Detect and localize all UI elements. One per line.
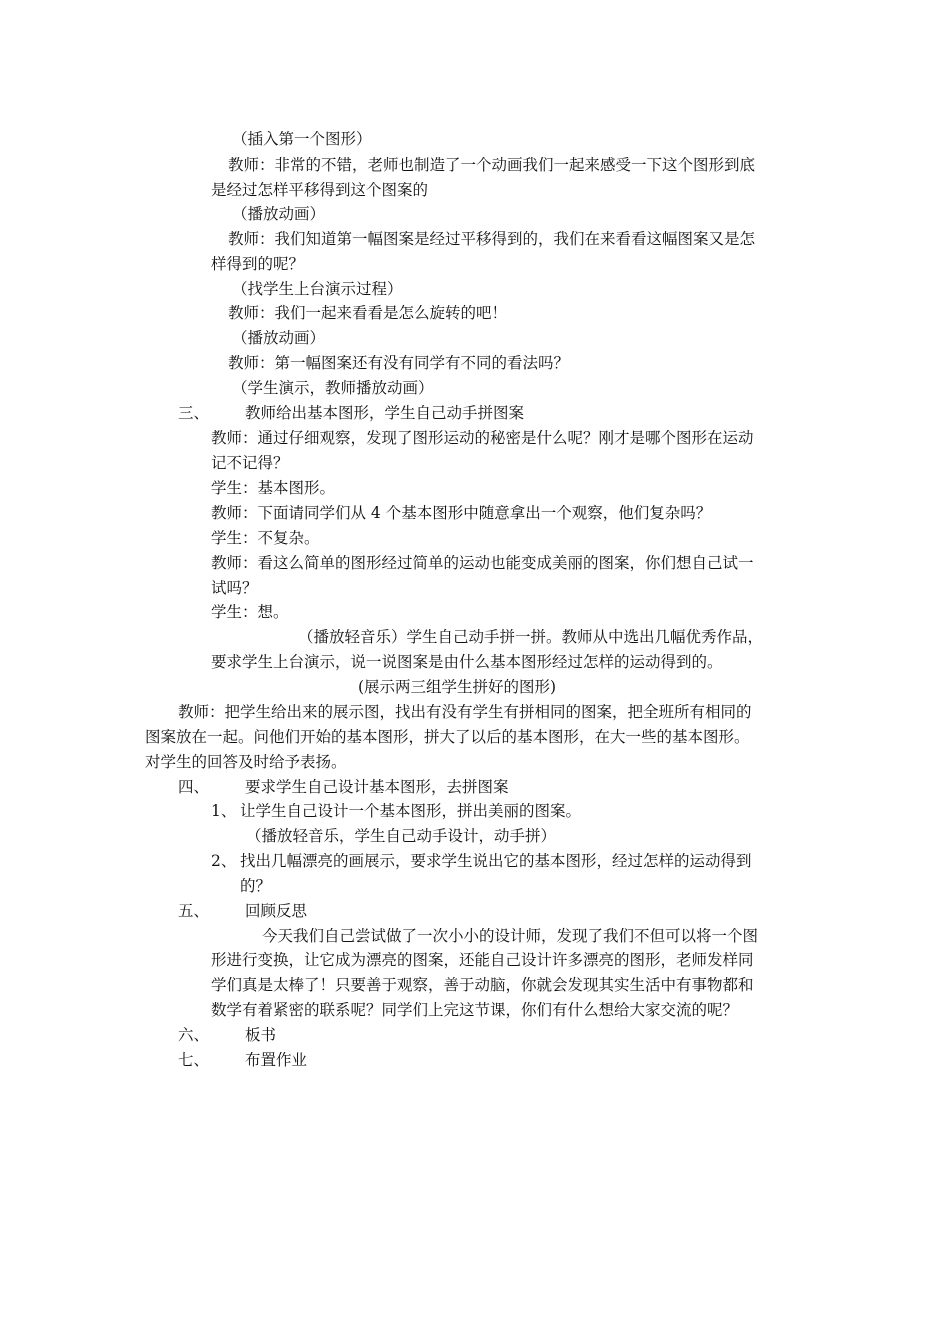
section-number: 三、	[178, 404, 210, 422]
text-line: 教师：我们知道第一幅图案是经过平移得到的，我们在来看看这幅图案又是怎	[228, 230, 756, 248]
text-line: 对学生的回答及时给予表扬。	[145, 753, 347, 771]
text-line: （播放轻音乐，学生自己动手设计，动手拼）	[246, 827, 557, 845]
text-line: 图案放在一起。问他们开始的基本图形，拼大了以后的基本图形，在大一些的基本图形。	[145, 728, 750, 746]
list-number: 1、	[211, 802, 237, 820]
text-line: 学生：基本图形。	[211, 479, 336, 497]
text-line: （找学生上台演示过程）	[232, 280, 403, 298]
text-line: 教师：把学生给出来的展示图，找出有没有学生有拼相同的图案，把全班所有相同的	[178, 703, 752, 721]
list-number: 2、	[211, 852, 237, 870]
text-line: 是经过怎样平移得到这个图案的	[211, 181, 429, 199]
text-line: 教师：非常的不错，老师也制造了一个动画我们一起来感受一下这个图形到底	[228, 156, 756, 174]
text-line: 数学有着紧密的联系呢？同学们上完这节课，你们有什么想给大家交流的呢？	[211, 1001, 739, 1019]
list-item: 让学生自己设计一个基本图形，拼出美丽的图案。	[240, 802, 582, 820]
text-line: 试吗？	[211, 579, 258, 597]
section-heading: 回顾反思	[245, 902, 308, 920]
section-heading: 板书	[245, 1026, 277, 1044]
section-number: 七、	[178, 1051, 210, 1069]
text-line: （播放轻音乐）学生自己动手拼一拼。教师从中选出几幅优秀作品，	[298, 628, 764, 646]
text-line: 教师：通过仔细观察，发现了图形运动的秘密是什么呢？刚才是哪个图形在运动	[211, 429, 754, 447]
text-line: 学生：想。	[211, 603, 289, 621]
list-item: 找出几幅漂亮的画展示，要求学生说出它的基本图形，经过怎样的运动得到	[240, 852, 752, 870]
text-line: (展示两三组学生拼好的图形)	[358, 678, 557, 696]
text-line: 学们真是太棒了！只要善于观察，善于动脑，你就会发现其实生活中有事物都和	[211, 976, 754, 994]
text-line: 教师：我们一起来看看是怎么旋转的吧！	[228, 304, 508, 322]
section-heading: 布置作业	[245, 1051, 308, 1069]
section-number: 四、	[178, 778, 210, 796]
section-heading: 教师给出基本图形，学生自己动手拼图案	[245, 404, 525, 422]
text-line: 记不记得？	[211, 454, 289, 472]
text-line: 形进行变换，让它成为漂亮的图案，还能自己设计许多漂亮的图形，老师发样同	[211, 951, 754, 969]
section-heading: 要求学生自己设计基本图形，去拼图案	[245, 778, 509, 796]
text-line: 教师：看这么简单的图形经过简单的运动也能变成美丽的图案，你们想自己试一	[211, 554, 754, 572]
text-line: 教师：第一幅图案还有没有同学有不同的看法吗？	[228, 354, 570, 372]
text-line: 的？	[240, 877, 272, 895]
text-line: 今天我们自己尝试做了一次小小的设计师，发现了我们不但可以将一个图	[262, 927, 759, 945]
text-line: 样得到的呢？	[211, 255, 305, 273]
section-number: 六、	[178, 1026, 210, 1044]
text-line: 要求学生上台演示，说一说图案是由什么基本图形经过怎样的运动得到的。	[211, 653, 723, 671]
text-line: 学生：不复杂。	[211, 529, 320, 547]
section-number: 五、	[178, 902, 210, 920]
text-line: 教师：下面请同学们从 4 个基本图形中随意拿出一个观察，他们复杂吗？	[211, 504, 712, 522]
text-line: （播放动画）	[232, 329, 326, 347]
text-line: （播放动画）	[232, 205, 326, 223]
text-line: （学生演示，教师播放动画）	[232, 379, 434, 397]
text-line: （插入第一个图形）	[232, 130, 372, 148]
